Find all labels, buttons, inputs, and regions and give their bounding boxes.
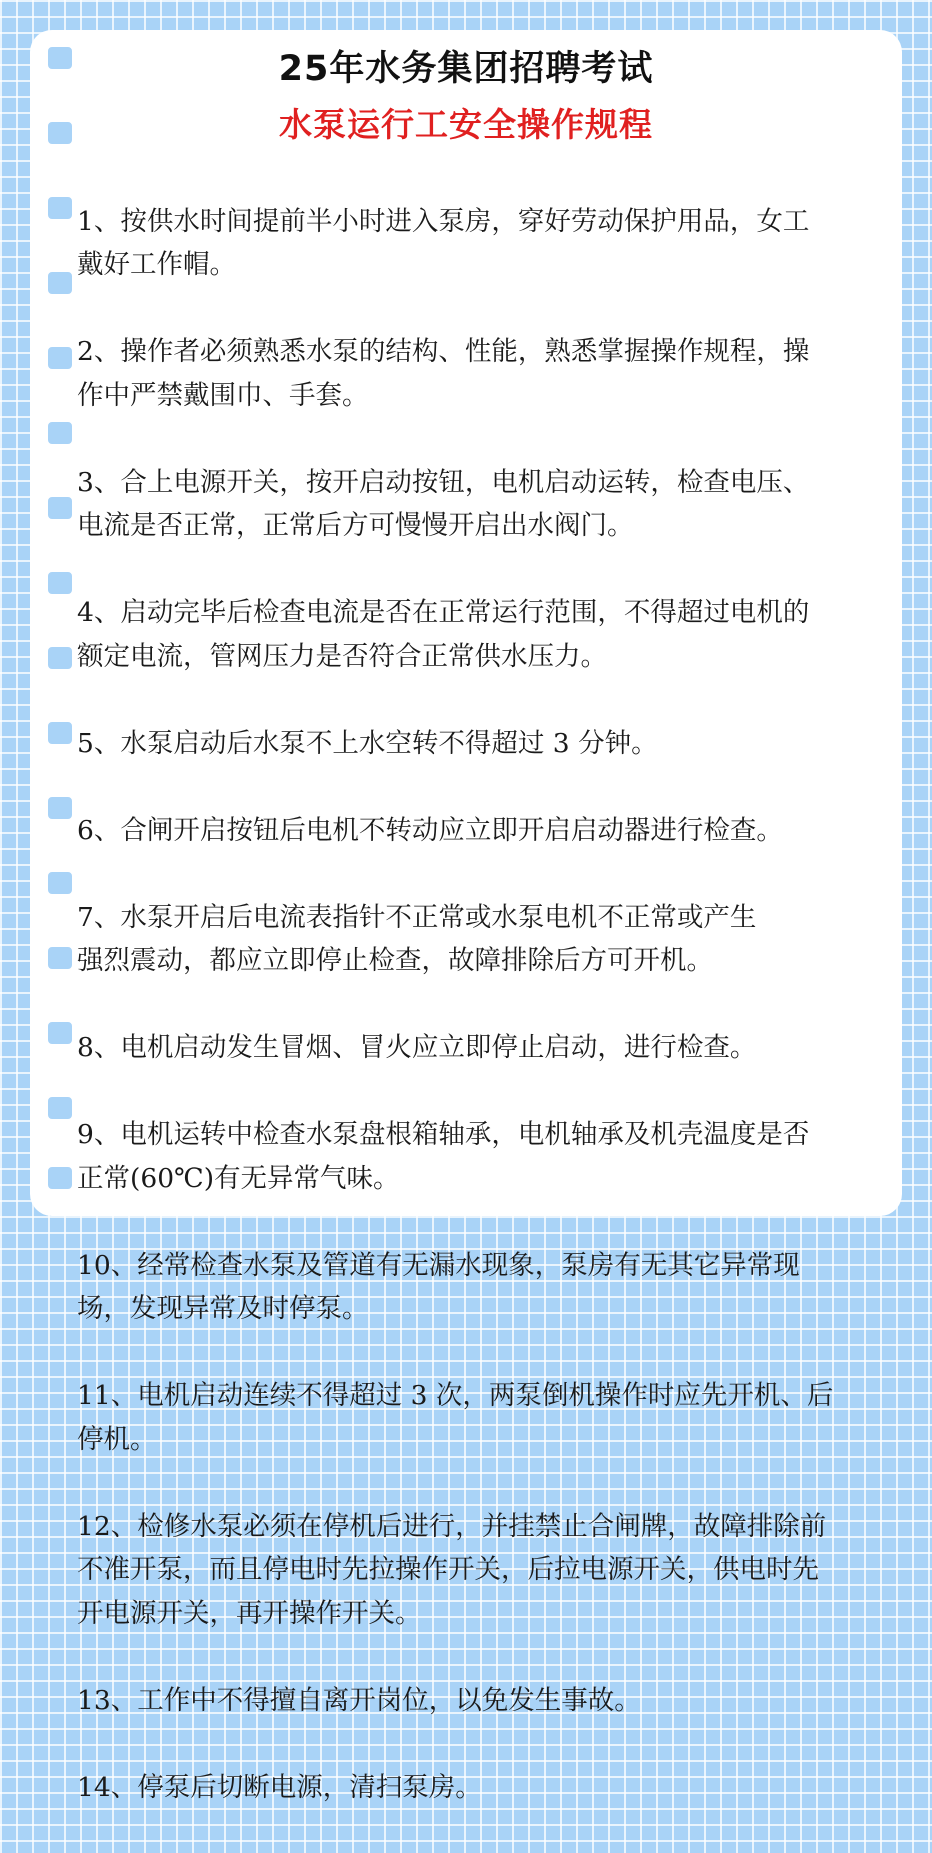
binder-ring-icon: [46, 570, 74, 596]
rule-item: 4、启动完毕后检查电流是否在正常运行范围，不得超过电机的 额定电流，管网压力是否符合正常供水压力。: [77, 597, 810, 672]
rule-item: 6、合闸开启按钮后电机不转动应立即开启启动器进行检查。: [77, 814, 783, 846]
rule-item: 7、水泵开启后电流表指针不正常或水泵电机不正常或产生 强烈震动，都应立即停止检查，故障排除后方可开机。: [77, 901, 757, 976]
binder-ring-icon: [46, 645, 74, 671]
rule-item: 5、水泵启动后水泵不上水空转不得超过 3 分钟。: [77, 727, 658, 759]
rule-item: 3、合上电源开关，按开启动按钮，电机启动运转，检查电压、 电流是否正常，正常后方可慢慢开启出水阀门。: [77, 466, 810, 541]
rule-item: 1、按供水时间提前半小时进入泵房，穿好劳动保护用品，女工 戴好工作帽。: [77, 205, 810, 280]
binder-ring-icon: [46, 120, 74, 146]
binder-ring-icon: [46, 945, 74, 971]
rule-item: 10、经常检查水泵及管道有无漏水现象，泵房有无其它异常现 场，发现异常及时停泵。: [77, 1249, 800, 1324]
rule-item: 2、操作者必须熟悉水泵的结构、性能，熟悉掌握操作规程，操 作中严禁戴围巾、手套。: [77, 336, 810, 411]
binder-ring-icon: [46, 870, 74, 896]
binder-ring-icon: [46, 195, 74, 221]
rule-item: 14、停泵后切断电源，清扫泵房。: [77, 1771, 482, 1803]
binder-ring-icon: [46, 45, 74, 71]
rule-item: 11、电机启动连续不得超过 3 次，两泵倒机操作时应先开机、后 停机。: [77, 1380, 834, 1455]
binder-ring-icon: [46, 1020, 74, 1046]
document-card: [30, 30, 902, 1803]
rule-item: 13、工作中不得擅自离开岗位，以免发生事故。: [77, 1684, 641, 1716]
page-subtitle: 水泵运行工安全操作规程: [279, 105, 653, 144]
rules-list: [77, 156, 897, 1853]
binder-ring-icon: [46, 495, 74, 521]
binder-ring-icon: [46, 270, 74, 296]
rule-item: 8、电机启动发生冒烟、冒火应立即停止启动，进行检查。: [77, 1032, 757, 1063]
rule-item: 9、电机运转中检查水泵盘根箱轴承，电机轴承及机壳温度是否 正常(60℃)有无异常气味。: [77, 1119, 810, 1194]
rule-item: 12、检修水泵必须在停机后进行，并挂禁止合闸牌，故障排除前 不准开泵，而且停电时先拉操作开关，后拉电源开关，供电时先 开电源开关，再开操作开关。: [77, 1510, 827, 1629]
page-title: 25年水务集团招聘考试: [278, 49, 654, 89]
binder-ring-icon: [46, 1095, 74, 1121]
binder-ring-icon: [46, 420, 74, 446]
binder-ring-icon: [46, 345, 74, 371]
binder-ring-icon: [46, 1165, 74, 1191]
binder-ring-icon: [46, 795, 74, 821]
binder-ring-icon: [46, 720, 74, 746]
